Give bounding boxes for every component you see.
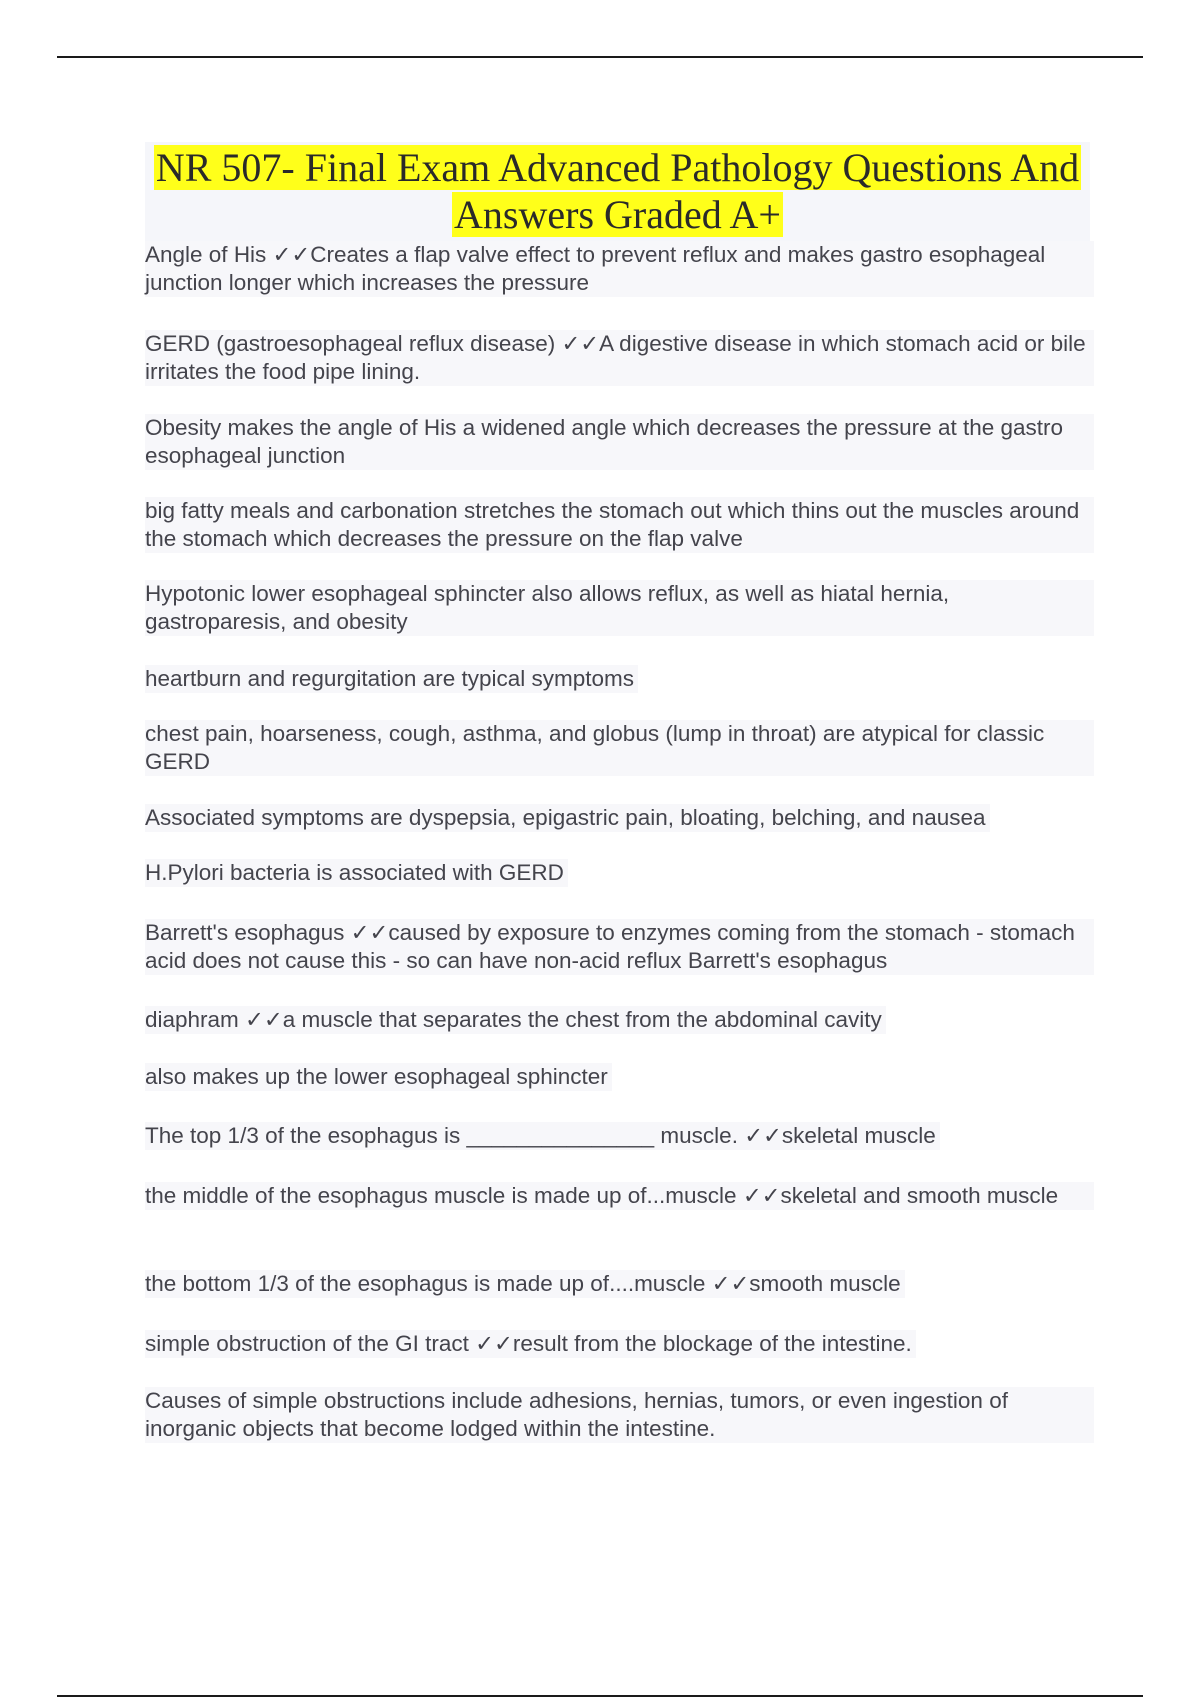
- qa-entry-barretts: Barrett's esophagus ✓✓caused by exposure to enzymes coming from the stomach - stomach acid does not cause this - so can have non-acid reflux Barrett's esophagus: [145, 919, 1094, 975]
- qa-entry-typical-symptoms: heartburn and regurgitation are typical symptoms: [145, 665, 638, 693]
- qa-entry-middle: the middle of the esophagus muscle is made up of...muscle ✓✓skeletal and smooth muscle: [145, 1182, 1094, 1210]
- qa-entry-fatty-meals: big fatty meals and carbonation stretches the stomach out which thins out the muscles around the stomach which decreases the pressure on the flap valve: [145, 497, 1094, 553]
- title-line-1: NR 507- Final Exam Advanced Pathology Questions And: [155, 145, 1080, 190]
- qa-entry-atypical-symptoms: chest pain, hoarseness, cough, asthma, and globus (lump in throat) are atypical for classic GERD: [145, 720, 1094, 776]
- qa-entry-associated-symptoms: Associated symptoms are dyspepsia, epigastric pain, bloating, belching, and nausea: [145, 804, 990, 832]
- qa-entry-gerd: GERD (gastroesophageal reflux disease) ✓✓A digestive disease in which stomach acid or bile irritates the food pipe lining.: [145, 330, 1094, 386]
- qa-entry-angle-of-his: Angle of His ✓✓Creates a flap valve effect to prevent reflux and makes gastro esophageal junction longer which increases the pressure: [145, 241, 1094, 297]
- top-divider: [57, 56, 1143, 58]
- qa-entry-h-pylori: H.Pylori bacteria is associated with GERD: [145, 859, 568, 887]
- qa-entry-diaphram: diaphram ✓✓a muscle that separates the chest from the abdominal cavity: [145, 1006, 886, 1034]
- qa-entry-bottom-third: the bottom 1/3 of the esophagus is made up of....muscle ✓✓smooth muscle: [145, 1270, 905, 1298]
- qa-entry-simple-obstruction: simple obstruction of the GI tract ✓✓result from the blockage of the intestine.: [145, 1330, 916, 1358]
- qa-entry-hypotonic-les: Hypotonic lower esophageal sphincter also allows reflux, as well as hiatal hernia, gastroparesis, and obesity: [145, 580, 1094, 636]
- qa-entry-top-third: The top 1/3 of the esophagus is _______________ muscle. ✓✓skeletal muscle: [145, 1122, 940, 1150]
- qa-entry-les: also makes up the lower esophageal sphincter: [145, 1063, 612, 1091]
- bottom-divider: [57, 1695, 1143, 1697]
- qa-entry-obesity: Obesity makes the angle of His a widened angle which decreases the pressure at the gastro esophageal junction: [145, 414, 1094, 470]
- document-title: [145, 142, 1090, 244]
- qa-entry-obstruction-causes: Causes of simple obstructions include adhesions, hernias, tumors, or even ingestion of inorganic objects that become lodged within the intestine.: [145, 1387, 1094, 1443]
- title-line-2: Answers Graded A+: [454, 192, 781, 237]
